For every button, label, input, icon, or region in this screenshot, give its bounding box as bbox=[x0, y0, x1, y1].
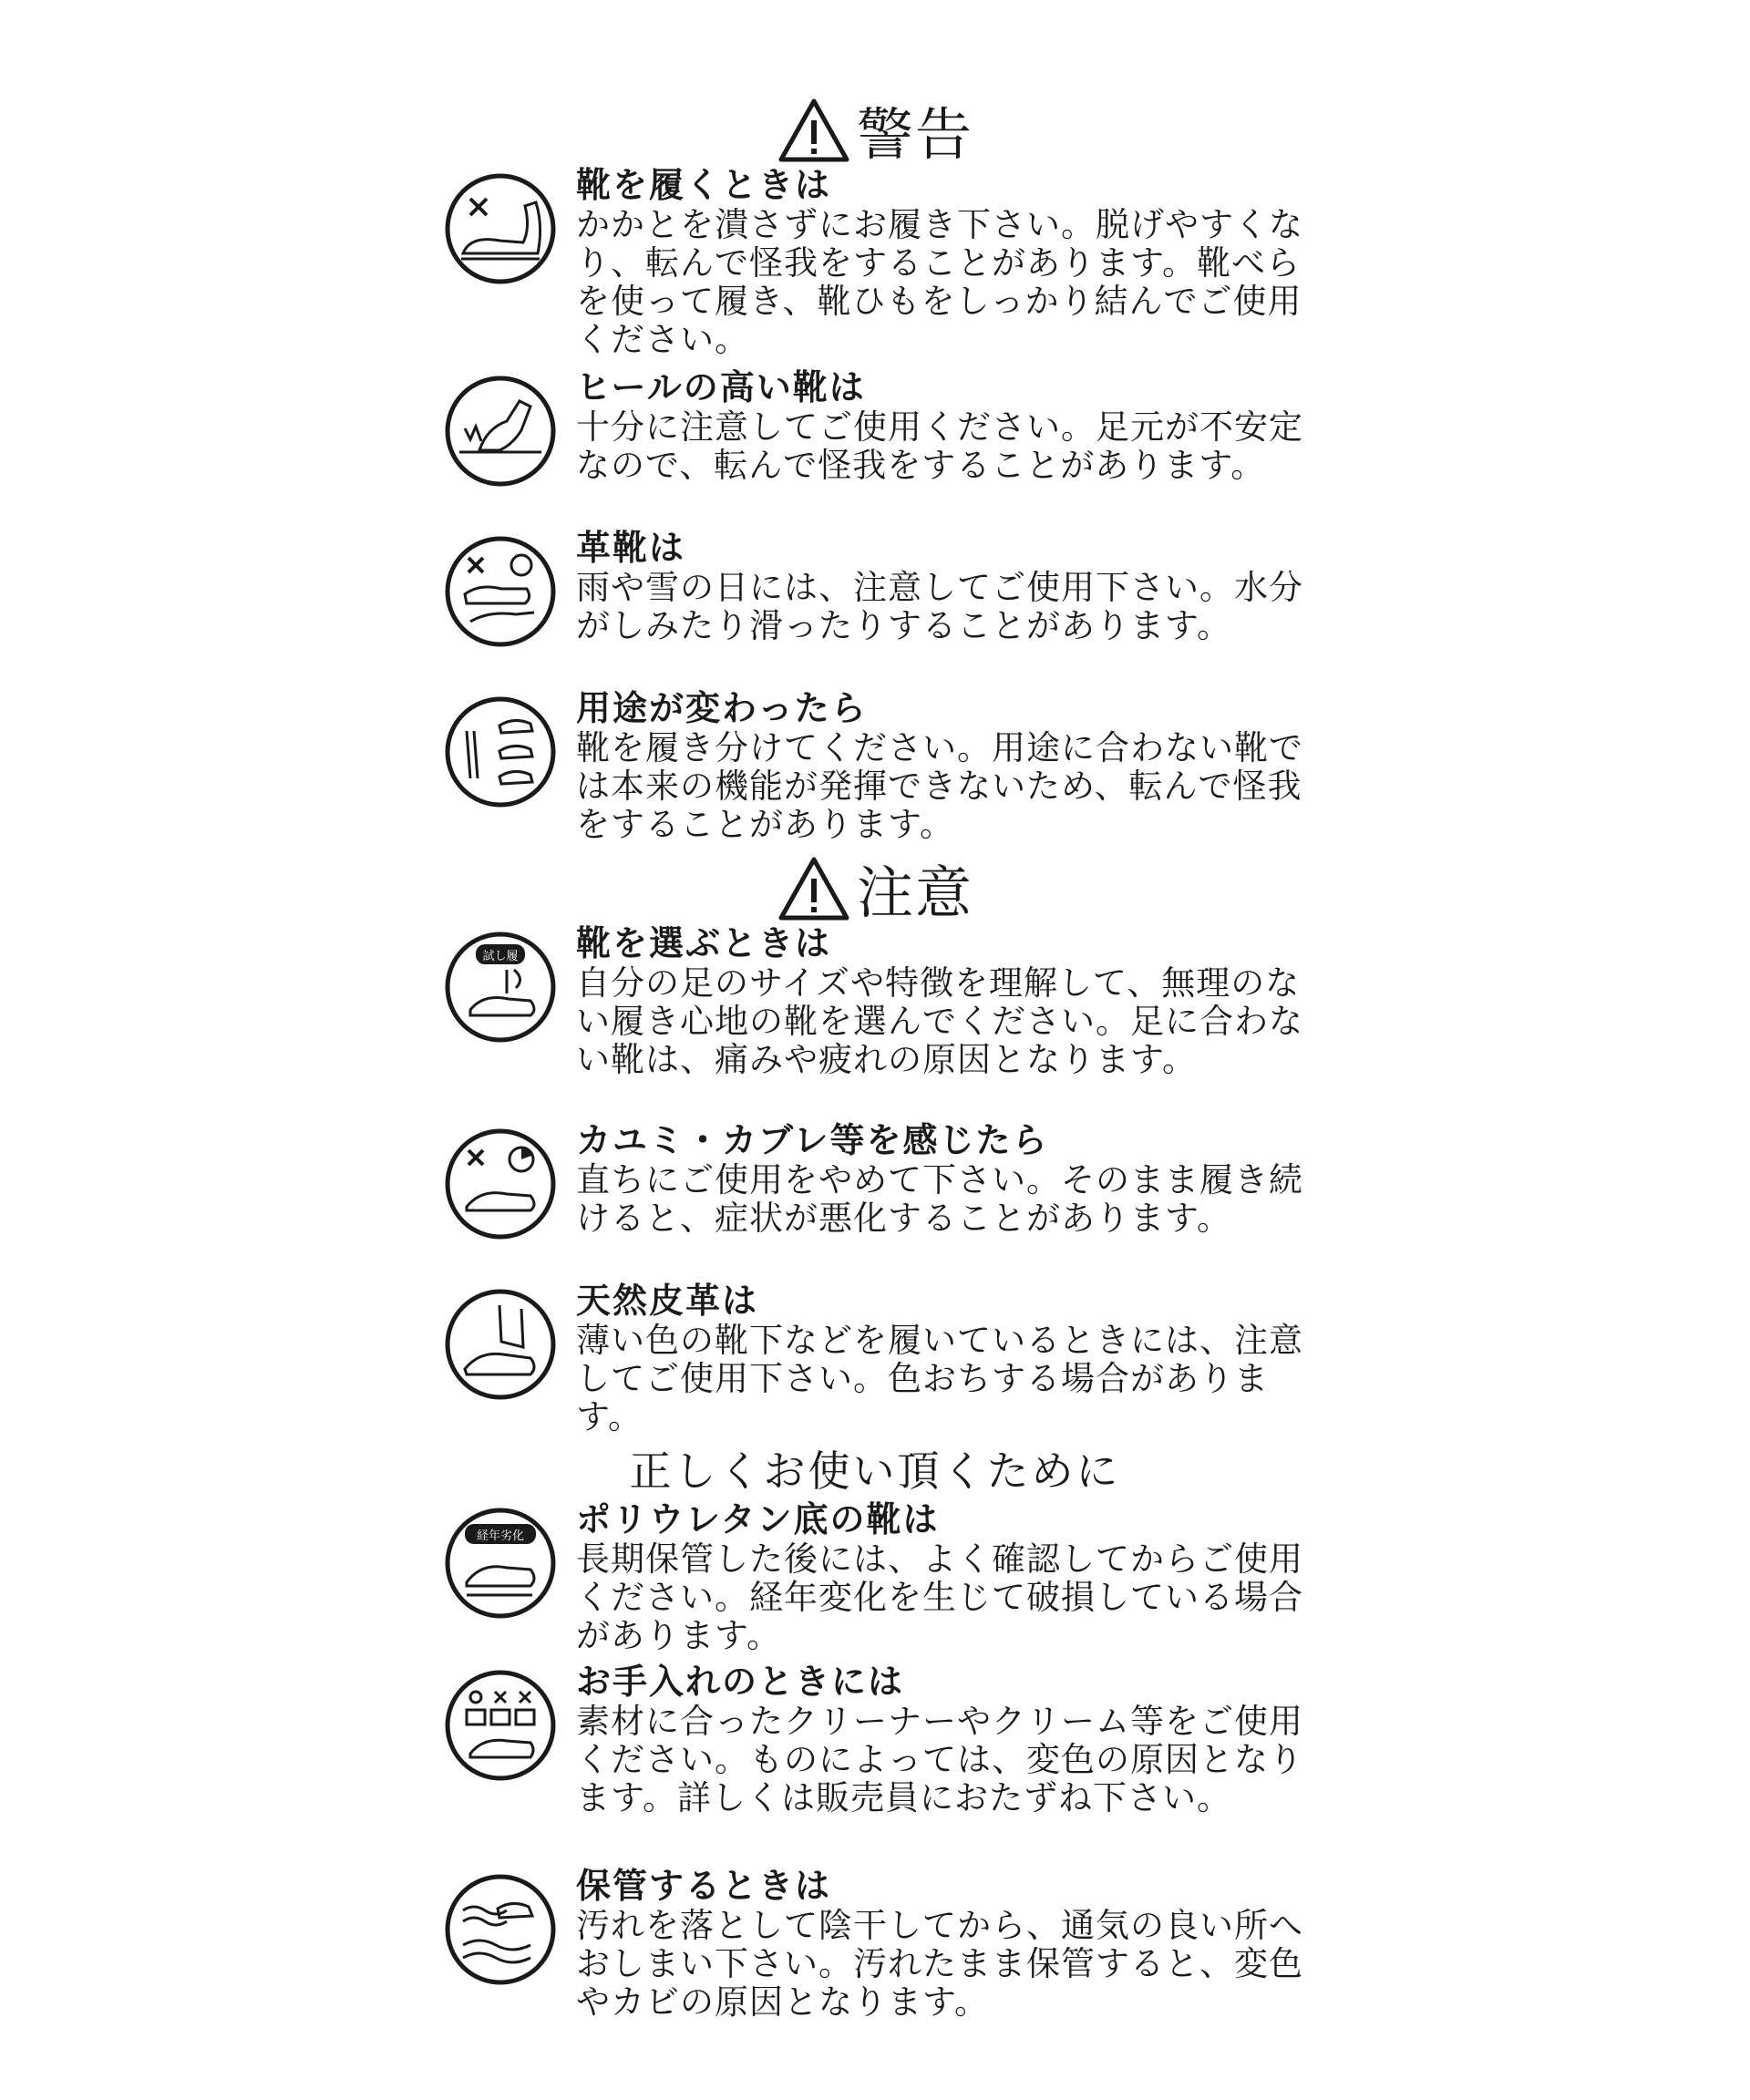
item-body: 薄い色の靴下などを履いているときには、注意してご使用下さい。色おちする場合があります。 bbox=[576, 1321, 1303, 1436]
caution-triangle-icon bbox=[777, 855, 851, 922]
warning-heading-text: 警告 bbox=[856, 101, 973, 168]
item-body: 長期保管した後には、よく確認してからご使用ください。経年変化を生じて破損している場合があります。 bbox=[576, 1539, 1303, 1655]
proper-use-heading: 正しくお使い頂くために bbox=[629, 1446, 1121, 1496]
warning-heading bbox=[0, 89, 1750, 170]
purpose-shoes-icon bbox=[443, 695, 558, 809]
item-body: 素材に合ったクリーナーやクリーム等をご使用ください。ものによっては、変色の原因となります。詳しくは販売員におたずね下さい。 bbox=[576, 1702, 1303, 1817]
fit-check-icon bbox=[443, 930, 558, 1045]
item-title: 革靴は bbox=[576, 528, 686, 568]
item-body: 自分の足のサイズや特徴を理解して、無理のない履き心地の靴を選んでください。足に合わない靴は、痛みや疲れの原因となります。 bbox=[576, 963, 1303, 1079]
item-body: かかとを潰さずにお履き下さい。脱げやすくなり、転んで怪我をすることがあります。靴べらを使って履き、靴ひもをしっかり結んでご使用ください。 bbox=[576, 205, 1303, 359]
item-body: 雨や雪の日には、注意してご使用下さい。水分がしみたり滑ったりすることがあります。 bbox=[576, 568, 1303, 645]
item-title: ポリウレタン底の靴は bbox=[576, 1499, 940, 1539]
item-body: 直ちにご使用をやめて下さい。そのまま履き続けると、症状が悪化することがあります。 bbox=[576, 1160, 1303, 1238]
item-title: お手入れのときには bbox=[576, 1662, 905, 1702]
blister-pain-icon bbox=[443, 1127, 558, 1241]
warning-triangle-icon bbox=[777, 97, 851, 164]
icon-badge: 試し履 bbox=[482, 950, 519, 963]
heel-crush-prohibited-icon bbox=[443, 171, 558, 286]
item-body: 靴を履き分けてください。用途に合わない靴では本来の機能が発揮できないため、転んで怪我をすることがあります。 bbox=[576, 728, 1303, 844]
item-body: 汚れを落として陰干してから、通気の良い所へおしまい下さい。汚れたまま保管すると、変色やカビの原因となります。 bbox=[576, 1906, 1303, 2022]
cleaning-products-icon bbox=[443, 1668, 558, 1783]
item-title: 靴を履くときは bbox=[576, 165, 832, 205]
rain-slip-icon bbox=[443, 534, 558, 649]
caution-heading-text: 注意 bbox=[856, 860, 973, 926]
item-title: ヒールの高い靴は bbox=[576, 367, 866, 407]
icon-badge: 経年劣化 bbox=[476, 1529, 525, 1543]
caution-heading bbox=[0, 848, 1750, 929]
leather-color-transfer-icon bbox=[443, 1287, 558, 1402]
item-title: 保管するときは bbox=[576, 1866, 832, 1906]
item-title: 天然皮革は bbox=[576, 1281, 759, 1321]
item-body: 十分に注意してご使用ください。足元が不安定なので、転んで怪我をすることがあります。 bbox=[576, 407, 1303, 485]
polyurethane-aging-icon bbox=[443, 1506, 558, 1621]
high-heel-twist-icon bbox=[443, 374, 558, 489]
storage-ventilation-icon bbox=[443, 1872, 558, 1987]
item-title: カユミ・カブレ等を感じたら bbox=[576, 1120, 1049, 1160]
item-title: 靴を選ぶときは bbox=[576, 923, 832, 963]
item-title: 用途が変わったら bbox=[576, 688, 868, 728]
